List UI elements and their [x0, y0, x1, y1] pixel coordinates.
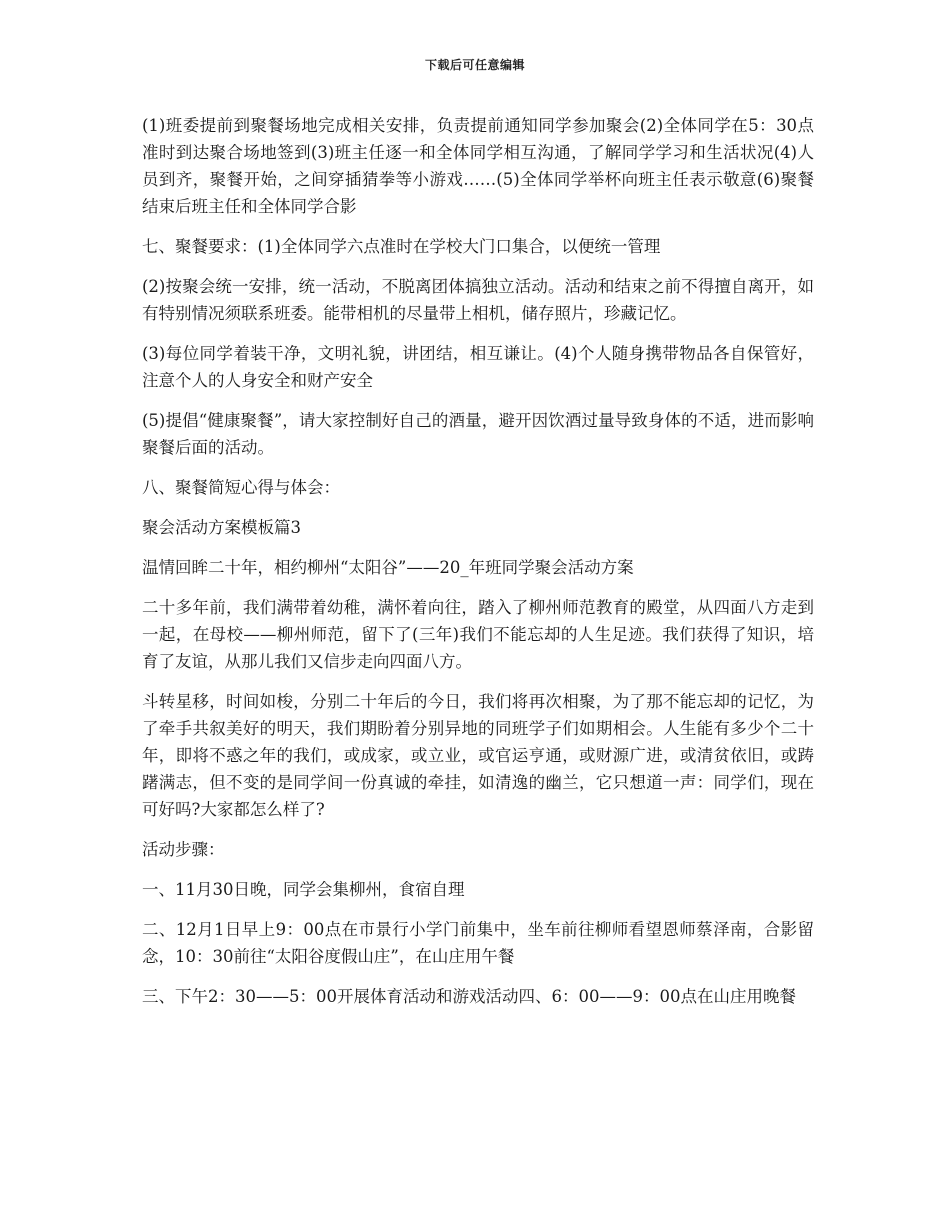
paragraph-schedule-steps: (1)班委提前到聚餐场地完成相关安排，负责提前通知同学参加聚会(2)全体同学在5：30点准时到达聚合场地签到(3)班主任逐一和全体同学相互沟通，了解同学学习和生活状况(4)人员到齐，聚餐开始，之间穿插猜拳等小游戏……(5)全体同学举杯向班主任表示敬意(6)聚餐结束后班主任和全体同学合影	[142, 116, 814, 216]
event-title: 温情回眸二十年，相约柳州“太阳谷”——20_年班同学聚会活动方案	[142, 558, 634, 577]
template-title: 聚会活动方案模板篇3	[142, 518, 301, 537]
activity-step-2: 二、12月1日早上9：00点在市景行小学门前集中，坐车前往柳师看望恩师蔡泽南，合影留念，10：30前往“太阳谷度假山庄”，在山庄用午餐	[142, 920, 814, 966]
activity-step-1: 一、11月30日晚，同学会集柳州，食宿自理	[142, 880, 465, 899]
section-heading-reflection: 八、聚餐简短心得与体会：	[142, 478, 340, 497]
activity-steps-heading: 活动步骤：	[142, 840, 225, 859]
paragraph-requirement-2: (2)按聚会统一安排，统一活动，不脱离团体搞独立活动。活动和结束之前不得擅自离开，如有特别情况须联系班委。能带相机的尽量带上相机，储存照片，珍藏记忆。	[142, 277, 814, 323]
document-body	[142, 112, 814, 1023]
paragraph-intro: 二十多年前，我们满带着幼稚，满怀着向往，踏入了柳州师范教育的殿堂，从四面八方走到一起，在母校——柳州师范，留下了(三年)我们不能忘却的人生足迹。我们获得了知识，培育了友谊，从那儿我们又信步走向四面八方。	[142, 598, 814, 671]
page-header: 下载后可任意编辑	[424, 58, 525, 72]
paragraph-reunion: 斗转星移，时间如梭，分别二十年后的今日，我们将再次相聚，为了那不能忘却的记忆，为了牵手共叙美好的明天，我们期盼着分别异地的同班学子们如期相会。人生能有多少个二十年，即将不惑之年的我们，或成家，或立业，或官运亨通，或财源广进，或清贫依旧，或踌躇满志，但不变的是同学间一份真诚的牵挂，如清逸的幽兰，它只想道一声：同学们，现在可好吗?大家都怎么样了?	[142, 692, 814, 819]
paragraph-requirements-heading: 七、聚餐要求：(1)全体同学六点准时在学校大门口集合，以便统一管理	[142, 237, 661, 256]
activity-step-3: 三、下午2：30——5：00开展体育活动和游戏活动四、6：00——9：00点在山庄用晚餐	[142, 987, 796, 1006]
paragraph-requirement-5: (5)提倡“健康聚餐”，请大家控制好自己的酒量，避开因饮酒过量导致身体的不适，进而影响聚餐后面的活动。	[142, 411, 814, 457]
paragraph-requirement-3-4: (3)每位同学着装干净，文明礼貌，讲团结，相互谦让。(4)个人随身携带物品各自保管好，注意个人的人身安全和财产安全	[142, 344, 814, 390]
